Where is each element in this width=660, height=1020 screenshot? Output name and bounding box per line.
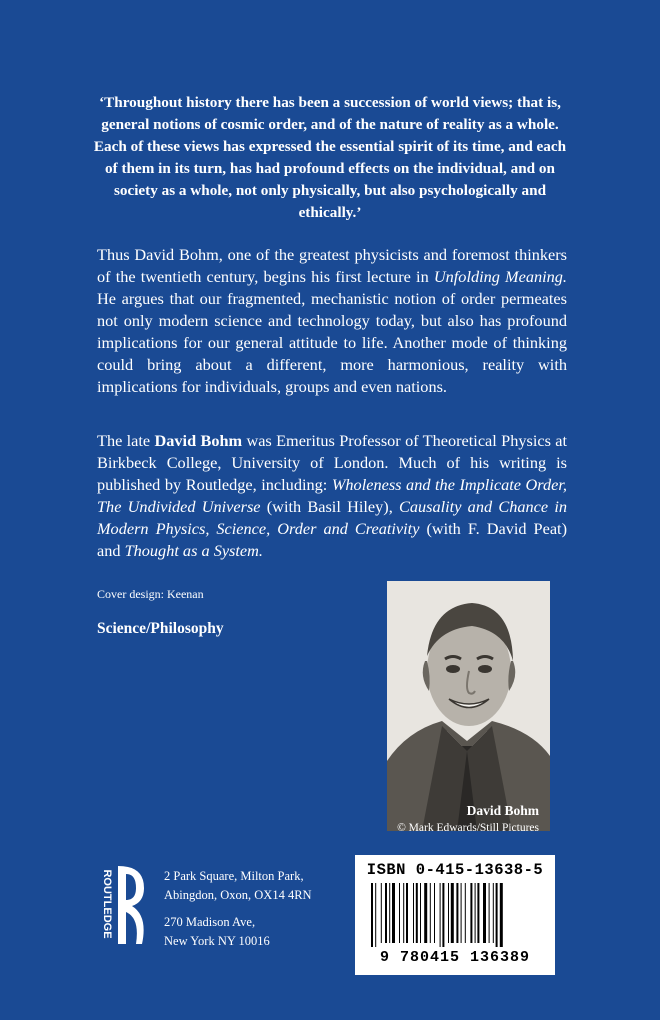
barcode-bar — [440, 883, 441, 947]
cover-design-credit: Cover design: Keenan — [97, 587, 204, 601]
barcode-bar — [399, 883, 400, 943]
barcode-icon — [369, 883, 541, 947]
book-title-unfolding-meaning: Unfolding Meaning. — [433, 267, 567, 286]
barcode-bar — [489, 883, 490, 943]
barcode-bar — [389, 883, 390, 943]
barcode-bar — [500, 883, 503, 947]
routledge-logo — [92, 858, 154, 950]
address-line-2: Abingdon, Oxon, OX14 4RN — [164, 888, 312, 902]
barcode-bar — [406, 883, 408, 943]
author-portrait-illustration — [387, 581, 550, 831]
barcode-bar — [420, 883, 421, 943]
barcode-bar — [392, 883, 395, 943]
address-line-1: 2 Park Square, Milton Park, — [164, 869, 304, 883]
barcode-bar — [442, 883, 444, 947]
barcode-bar — [465, 883, 466, 943]
routledge-logo-text: ROUTLEDGE — [101, 869, 113, 939]
barcode-bar — [424, 883, 427, 943]
us-address-line-2: New York NY 10016 — [164, 934, 270, 948]
barcode-bar — [496, 883, 498, 947]
isbn-label: ISBN 0-415-13638-5 — [366, 861, 544, 879]
barcode-bar — [371, 883, 373, 947]
us-address-line-1: 270 Madison Ave, — [164, 915, 256, 929]
author-photo — [387, 581, 550, 831]
barcode-bar — [434, 883, 435, 943]
author-bio-paragraph — [97, 430, 567, 562]
bio-text-2: (with Basil Hiley), — [260, 497, 400, 516]
routledge-logo-icon — [92, 858, 154, 950]
photo-caption-name: David Bohm — [466, 803, 539, 818]
author-name: David Bohm — [154, 431, 243, 450]
barcode-bar — [448, 883, 449, 943]
book-title-thought: Thought as a System. — [124, 541, 263, 560]
description-paragraph — [97, 244, 567, 398]
description-text-rest: He argues that our fragmented, mechanistic notion of order permeates not only modern science and technology today, but also has profound implications for our general attitude to life. Another mode of thinking could bring about a different, more harmonious, reality with implications for individuals, groups and even nations. — [97, 289, 567, 396]
barcode-bar — [416, 883, 418, 943]
barcode-bar — [483, 883, 486, 943]
barcode-bar — [475, 883, 476, 943]
bio-text-1: was Emeritus Professor of Theoretical Physics at Birkbeck College, University of London. Much of his writing is published by Routledge, including: — [97, 431, 568, 494]
barcode-panel — [355, 855, 555, 975]
barcode-bar — [385, 883, 387, 943]
barcode-bar — [413, 883, 414, 943]
barcode-bar — [493, 883, 494, 943]
barcode-bar — [403, 883, 404, 943]
barcode-bar — [456, 883, 458, 943]
publisher-address — [164, 867, 312, 951]
barcode-bar — [375, 883, 376, 947]
back-cover-quote: ‘Throughout history there has been a succession of world views; that is, general notions of cosmic order, and of the nature of reality as a whole. Each of these views has expressed the essential spirit of its time, and each of them in its turn, has had profound effects on the individual, and on society as a whole, not only physically, but also psychologically and ethically.’ — [93, 94, 567, 221]
barcode-bar — [451, 883, 454, 943]
bio-text-3: (with F. David Peat) and — [97, 519, 567, 560]
description-text: Thus David Bohm, one of the greatest physicists and foremost thinkers of the twentieth century, begins his first lecture in — [97, 245, 567, 286]
barcode-digits: 9 780415 136389 — [379, 949, 531, 966]
subject-category: Science/Philosophy — [97, 620, 224, 637]
barcode-bar — [477, 883, 479, 943]
barcode-bar — [470, 883, 472, 943]
barcode-bar — [430, 883, 431, 943]
barcode-bar — [381, 883, 382, 943]
photo-copyright: © Mark Edwards/Still Pictures — [397, 822, 539, 834]
book-title-wholeness: Wholeness and the Implicate Order, The Undivided Universe — [97, 475, 567, 516]
barcode-bar — [461, 883, 462, 943]
bio-intro: The late — [97, 431, 155, 450]
book-title-causality: Causality and Chance in Modern Physics, Science, Order and Creativity — [97, 497, 567, 538]
